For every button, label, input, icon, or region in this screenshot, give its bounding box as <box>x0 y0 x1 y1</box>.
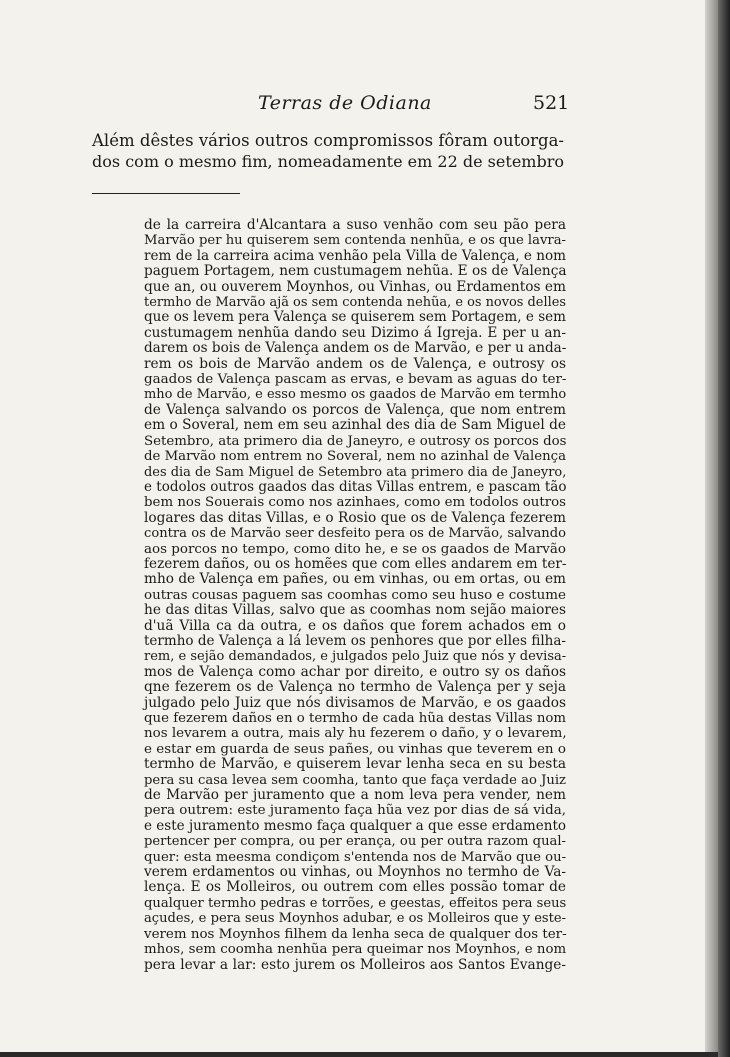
footnote-line: verem erdamentos ou vinhas, ou Moynhos no termho de Va- <box>144 864 566 881</box>
footnote-line: de Marvão per juramento que a nom leva pera vender, nem <box>144 787 566 804</box>
page-header <box>0 88 718 118</box>
footnote-line: mos de Valença como achar por direito, e outro sy os daños <box>144 663 566 680</box>
footnote-line: em o Soveral, nem em seu azinhal des dia de Sam Miguel de <box>144 417 566 434</box>
intro-line: Além dêstes vários outros compromissos fôram outorga- <box>92 131 564 150</box>
page-number: 521 <box>533 92 570 114</box>
footnote-line: darem os bois de Valença andem os de Marvão, e per u anda- <box>144 340 567 357</box>
footnote-line: quer: esta meesma condiçom s'entenda nos de Marvão que ou- <box>144 849 567 865</box>
footnote-line: que fezerem daños en o termho de cada hũa destas Villas nom <box>144 711 567 726</box>
footnote-line: termho de Marvão, e quiserem levar lenha seca en su besta <box>144 756 566 773</box>
footnote-line: qualquer termho pedras e torrões, e geestas, effeitos pera seus <box>144 895 567 911</box>
footnote-line: bem nos Souerais como nos azinhaes, como em todolos outros <box>144 495 567 511</box>
footnote-line: e estar em guarda de seus pañes, ou vinhas que teverem en o <box>144 740 566 757</box>
footnote-line: pera su casa levea sem coomha, tanto que faça verdade ao Juiz <box>144 772 566 788</box>
footnote-line: rem os bois de Marvão andem os de Valença, e outrosy os <box>144 355 566 372</box>
page-edge-shadow <box>705 0 718 1052</box>
footnote-line: pera levar a lar: esto jurem os Molleiros aos Santos Evange- <box>144 956 566 973</box>
footnote-line: logares das ditas Villas, e o Rosio que os de Valença fezerem <box>144 509 566 526</box>
footnote-line: que os levem pera Valença se quiserem sem Portagem, e sem <box>144 309 566 326</box>
intro-paragraph <box>92 130 564 172</box>
footnote-line: pera outrem: este juramento faça hũa vez por dias de sá vida, <box>144 803 566 819</box>
footnote-line: julgado pelo Juiz que nós divisamos de Marvão, e os gaados <box>144 694 566 711</box>
footnote-line: de Marvão nom entrem no Soveral, nem no azinhal de Valença <box>144 449 566 465</box>
intro-line: dos com o mesmo fim, nomeadamente em 22 de setembro <box>92 152 565 171</box>
footnote-line: qne fezerem os de Valença no termho de Valença per y seja <box>144 679 566 696</box>
footnote-line: rem de la carreira acima venhão pela Villa de Valença, e nom <box>144 247 566 264</box>
footnote-line: açudes, e pera seus Moynhos adubar, e os Molleiros que y este- <box>144 911 567 927</box>
footnote-line: aos porcos no tempo, como dito he, e se os gaados de Marvão <box>144 541 566 557</box>
footnote-line: verem nos Moynhos filhem da lenha seca de qualquer dos ter- <box>144 926 567 942</box>
footnote-block <box>144 218 566 973</box>
footnote-line: d'uã Villa ca da outra, e os daños que forem achados em o <box>144 617 566 634</box>
footnote-line: mho de Valença em pañes, ou em vinhas, ou em ortas, ou em <box>144 571 566 588</box>
footnote-line: de Valença salvando os porcos de Valença, que nom entrem <box>144 401 566 418</box>
footnote-line: custumagem nenhũa dando seu Dizimo á Igreja. E per u an- <box>144 324 566 341</box>
footnote-line: Marvão per hu quiserem sem contenda nenhũa, e os que lavra- <box>144 233 566 249</box>
footnote-line: lença. E os Molleiros, ou outrem com elles possão tomar de <box>144 879 566 896</box>
footnote-line: des dia de Sam Miguel de Setembro ata primero dia de Janeyro, <box>144 464 567 480</box>
binding-gutter <box>718 0 730 1057</box>
footnote-line: que an, ou ouverem Moynhos, ou Vinhas, ou Erdamentos em <box>144 278 566 295</box>
footnote-line: fezerem daños, ou os homẽes que com elles andarem em ter- <box>144 555 567 572</box>
footnote-line: mhos, sem coomha nenhũa pera queimar nos Moynhos, e nom <box>144 942 567 958</box>
footnote-line: termho de Valença a lá levem os penhores que por elles filha- <box>144 632 566 649</box>
footnote-line: contra os de Marvão seer desfeito pera os de Marvão, salvando <box>144 526 566 542</box>
footnote-line: outras cousas paguem sas coomhas como seu huso e costume <box>144 587 566 603</box>
footnote-line: rem, e sejão demandados, e julgados pelo Juiz que nós y devisa- <box>144 649 567 665</box>
footnote-line: nos levarem a outra, mais aly hu fezerem o daño, y o levarem, <box>144 726 567 742</box>
footnote-line: de la carreira d'Alcantara a suso venhão com seu pão pera <box>144 217 566 233</box>
footnote-line: termho de Marvão ajã os sem contenda nehũa, e os novos delles <box>144 295 566 311</box>
footnote-line: gaados de Valença pascam as ervas, e bevam as aguas do ter- <box>144 371 567 388</box>
footnote-line: he das ditas Villas, salvo que as coomhas nom sejão maiores <box>144 602 566 619</box>
footnote-line: e todolos outros gaados das ditas Villas entrem, e pascam tão <box>144 478 567 495</box>
footnote-line: paguem Portagem, nem custumagem nehũa. E os de Valença <box>144 263 567 280</box>
footnote-line: Setembro, ata primero dia de Janeyro, e outrosy os porcos dos <box>144 433 567 449</box>
footnote-line: pertencer per compra, ou per erança, ou per outra razom qual- <box>144 834 566 850</box>
footnote-line: e este juramento mesmo faça qualquer a que esse erdamento <box>144 817 567 834</box>
footnote-line: mho de Marvão, e esso mesmo os gaados de Marvão em termho <box>144 387 567 403</box>
running-title: Terras de Odiana <box>258 92 432 114</box>
footnote-separator <box>92 193 240 194</box>
